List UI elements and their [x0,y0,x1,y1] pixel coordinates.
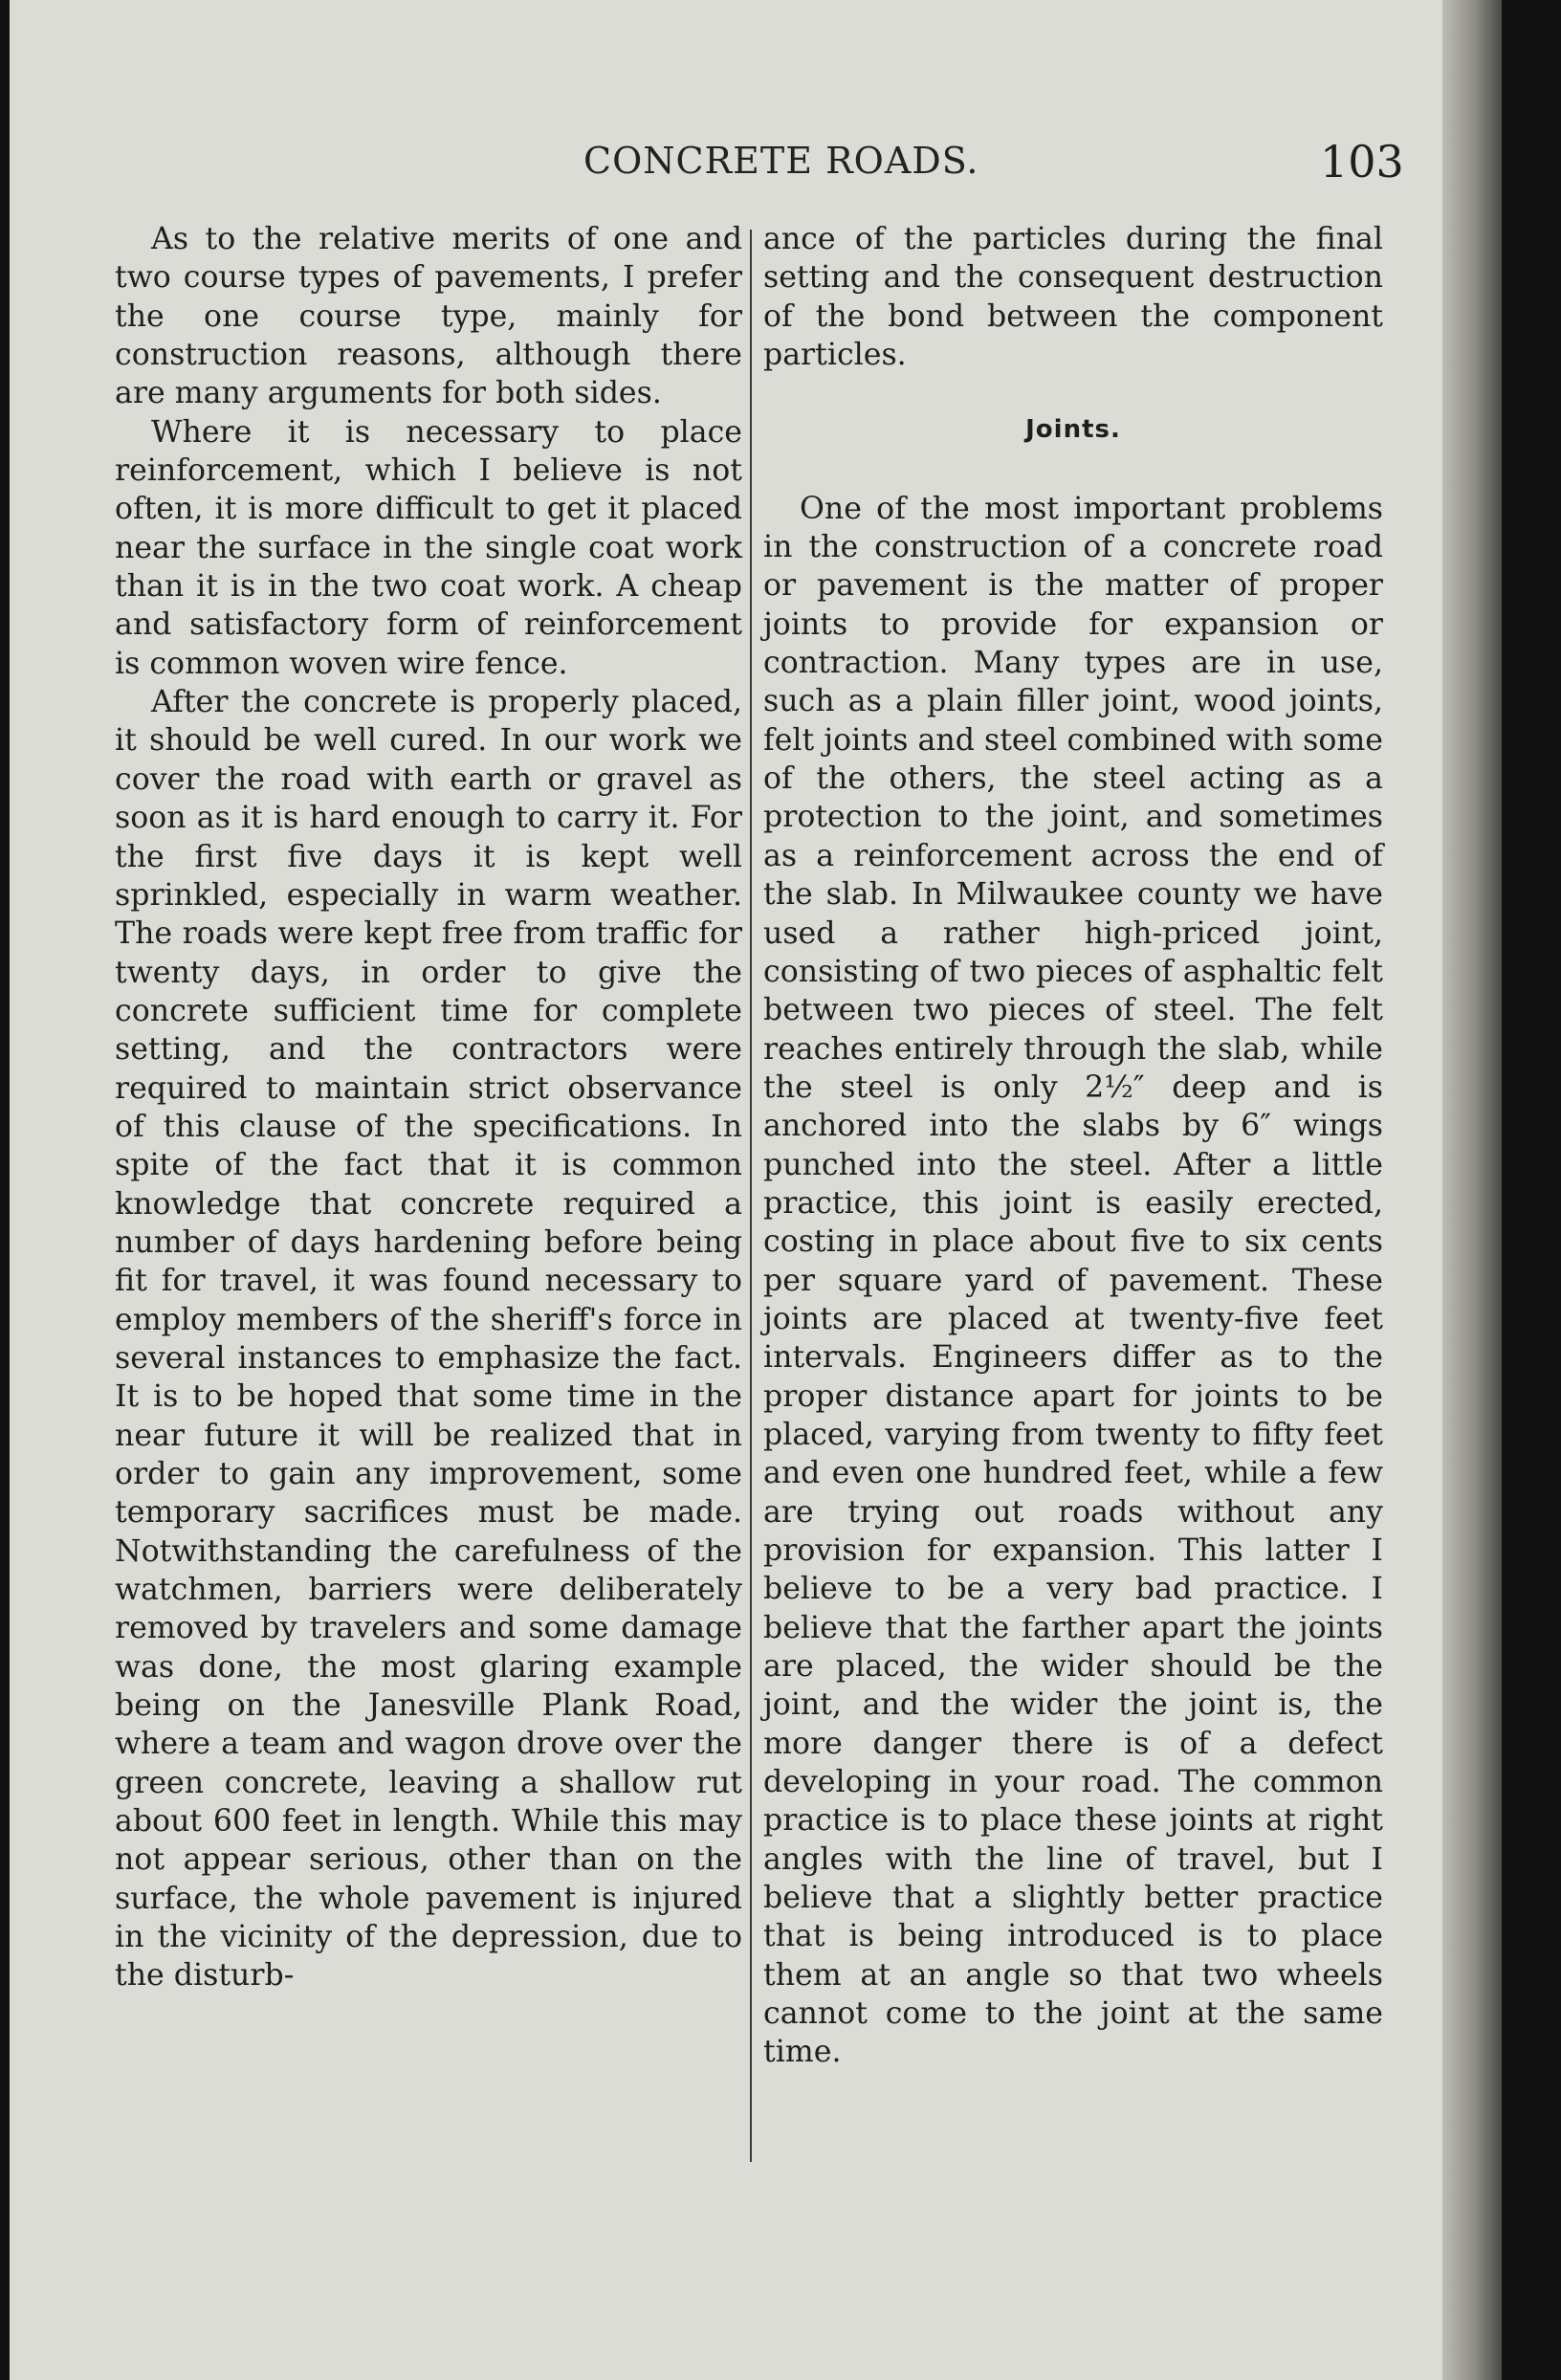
column-divider [750,230,752,2162]
page-header [10,136,1502,187]
book-spine-edge [1442,0,1502,2380]
right-column [763,220,1383,2072]
paragraph: As to the relative merits of one and two course types of pavements, I prefer the one course type, mainly for construction reasons, although there are many arguments for both sides. [115,222,742,411]
paragraph: One of the most important problems in the construction of a concrete road or pavement is the matter of proper joints to provide for expansion or contraction. Many types are in use, such as a plain filler joint, wood joints, felt joints and steel combined with some of the others, the steel acting as a protection to the joint, and sometimes as a reinforcement across the end of the slab. In Milwaukee county we have used a rather high-priced joint, consisting of two pieces of asphaltic felt between two pieces of steel. The felt reaches entirely through the slab, while the steel is only 2½″ deep and is anchored into the slabs by 6″ wings punched into the steel. After a little practice, this joint is easily erected, costing in place about five to six cents per square yard of pavement. These joints are placed at twenty-five feet intervals. Engineers differ as to the proper distance apart for joints to be placed, varying from twenty to fifty feet and even one hundred feet, while a few are trying out roads without any provision for expansion. This latter I believe to be a very bad practice. I believe that the farther apart the joints are placed, the wider should be the joint, and the wider the joint is, the more danger there is of a defect developing in your road. The common practice is to place these joints at right angles with the line of travel, but I believe that a slightly better practice that is being introduced is to place them at an angle so that two wheels cannot come to the joint at the same time. [763,491,1383,2070]
page-number: 103 [1320,136,1404,187]
book-page [10,0,1502,2380]
left-column [115,220,742,1995]
paragraph-continuation: ance of the particles during the final setting and the consequent destruction of the bond between the component particles. [763,222,1383,373]
paragraph: After the concrete is properly placed, it should be well cured. In our work we cover the road with earth or gravel as soon as it is hard enough to carry it. For the first five days it is kept well sprinkled, especially in warm weather. The roads were kept free from traffic for twenty days, in order to give the concrete sufficient time for complete setting, and the contractors were required to maintain strict observance of this clause of the specifications. In spite of the fact that it is common knowledge that concrete required a number of days hardening before being fit for travel, it was found necessary to employ members of the sheriff's force in several instances to emphasize the fact. It is to be hoped that some time in the near future it will be realized that in order to gain any improvement, some temporary sacrifices must be made. Notwithstanding the carefulness of the watchmen, barriers were deliberately removed by travelers and some damage was done, the most glaring example being on the Janesville Plank Road, where a team and wagon drove over the green concrete, leaving a shallow rut about 600 feet in length. While this may not appear serious, other than on the surface, the whole pavement is injured in the vicinity of the depression, due to the disturb- [115,685,742,1994]
section-heading: Joints. [1025,415,1121,445]
paragraph: Where it is necessary to place reinforcement, which I believe is not often, it is more difficult to get it placed near the surface in the single coat work than it is in the two coat work. A cheap and satisfactory form of reinforcement is common woven wire fence. [115,414,742,681]
running-title: CONCRETE ROADS. [583,140,979,182]
